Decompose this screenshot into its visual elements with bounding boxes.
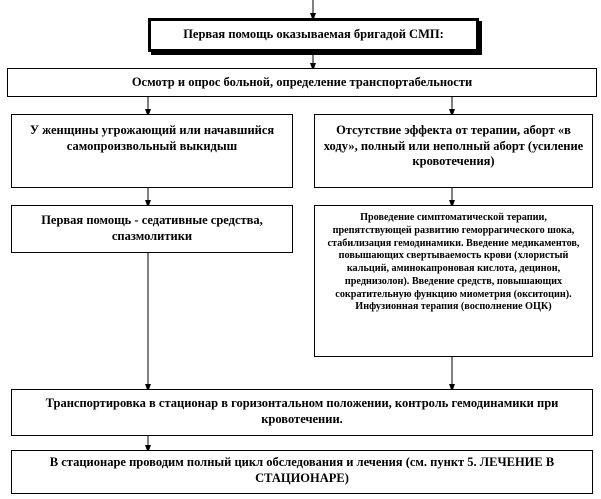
right-condition-box <box>314 114 593 188</box>
left-condition-box <box>11 114 293 188</box>
left-first-aid-text: Первая помощь - седативные средства, спазмолитики <box>41 213 263 243</box>
first-aid-box <box>148 18 479 52</box>
examination-text: Осмотр и опрос больной, определение транспортабельности <box>131 74 473 89</box>
left-first-aid-box <box>11 205 293 253</box>
treatment-text: Проведение симптоматической терапии, препятствующей развитию геморрагического шока, стабилизация гемодинамики. Введение медикаментов, повышающих свертываемость крови (хлористый кальций, аминокапроновая кислота, децинон, преднизолон). Введение средств, повышающих сократительную функцию миометрия (окситоцин). Инфузионная терапия (восполнение ОЦК) <box>327 212 580 313</box>
examination-box <box>7 68 597 97</box>
hospital-box <box>11 450 593 494</box>
right-condition-text: Отсутствие эффекта от терапии, аборт «в ходу», полный или неполный аборт (усиление кровотечения) <box>323 123 584 169</box>
treatment-box <box>314 205 593 357</box>
left-condition-text: У женщины угрожающий или начавшийся самопроизвольный выкидыш <box>29 123 275 153</box>
first-aid-text: Первая помощь оказываемая бригадой СМП: <box>183 27 444 42</box>
transport-text: Транспортировка в стационар в горизонтальном положении, контроль гемодинамики при кровотечении. <box>45 396 559 426</box>
transport-box <box>11 389 593 436</box>
hospital-text: В стационаре проводим полный цикл обследования и лечения (см. пункт 5. ЛЕЧЕНИЕ В СТАЦИОНАРЕ) <box>49 455 555 485</box>
